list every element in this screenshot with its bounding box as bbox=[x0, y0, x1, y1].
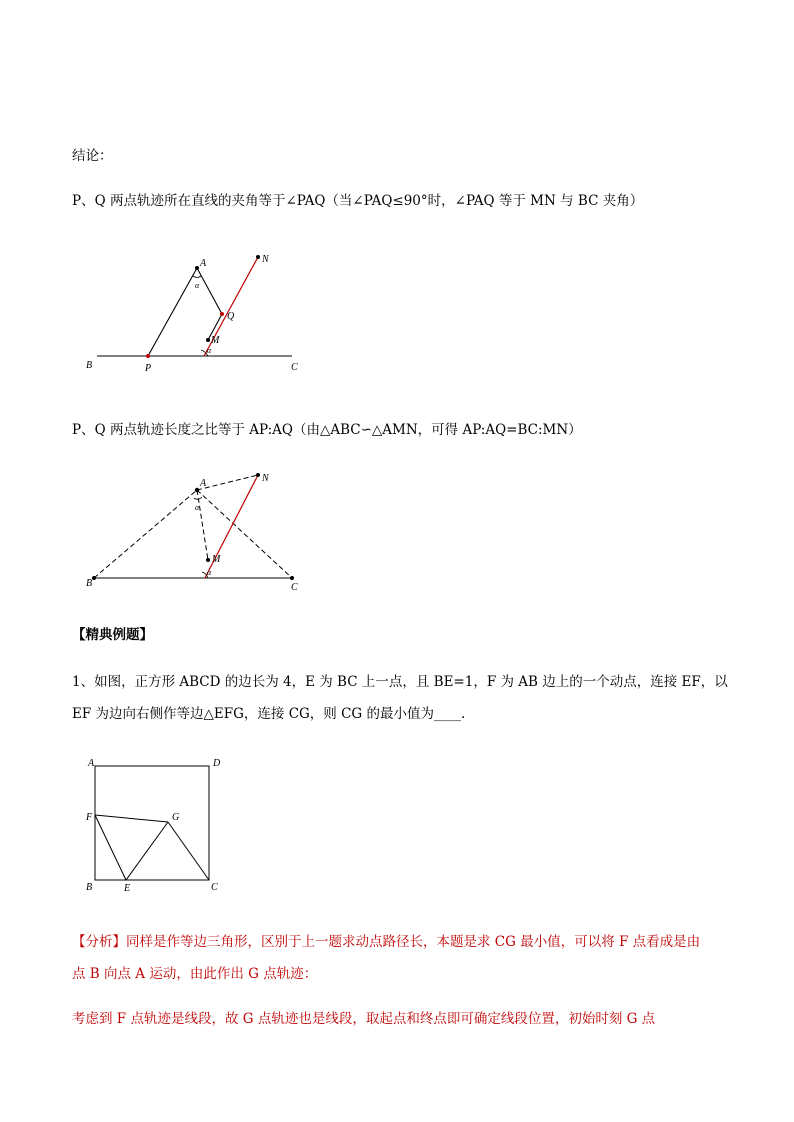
fig1-label-b: B bbox=[86, 360, 93, 371]
fig1-point-q bbox=[220, 312, 224, 316]
problem-line-2: EF 为边向右侧作等边△EFG，连接 CG，则 CG 的最小值为____. bbox=[72, 706, 466, 722]
fig3-label-f: F bbox=[86, 812, 93, 823]
fig2-dashed-an bbox=[197, 475, 258, 490]
fig1-segment-ap bbox=[148, 268, 197, 356]
fig1-label-alpha-bottom: α bbox=[207, 346, 212, 355]
fig1-label-n: N bbox=[262, 254, 269, 265]
conclusion-paragraph-angle: P、Q 两点轨迹所在直线的夹角等于∠PAQ（当∠PAQ≤90°时，∠PAQ 等于 MN 与 BC 夹角） bbox=[72, 193, 644, 209]
fig2-point-c bbox=[290, 576, 294, 580]
analysis-line-3: 考虑到 F 点轨迹是线段，故 G 点轨迹也是线段，取起点和终点即可确定线段位置，初始时刻 G 点 bbox=[72, 1011, 656, 1027]
fig1-point-p bbox=[146, 354, 150, 358]
fig2-label-alpha-top: α bbox=[195, 503, 200, 512]
fig1-point-m bbox=[206, 338, 210, 342]
fig1-point-n bbox=[256, 255, 260, 259]
fig2-point-n bbox=[256, 473, 260, 477]
fig2-label-a: A bbox=[200, 478, 207, 489]
fig2-label-n: N bbox=[262, 473, 269, 484]
analysis-line-1: 【分析】同样是作等边三角形，区别于上一题求动点路径长，本题是求 CG 最小值，可以将 F 点看成是由 bbox=[72, 934, 701, 950]
fig3-segment-fg bbox=[95, 815, 168, 822]
fig1-label-a: A bbox=[200, 258, 207, 269]
fig3-label-g: G bbox=[172, 812, 180, 823]
fig1-label-m: M bbox=[211, 335, 220, 346]
fig3-segment-eg bbox=[126, 822, 168, 880]
problem-line-1: 1、如图，正方形 ABCD 的边长为 4，E 为 BC 上一点，且 BE=1，F 为 AB 边上的一个动点，连接 EF，以 bbox=[72, 674, 728, 690]
fig1-label-c: C bbox=[291, 362, 298, 373]
fig1-angle-arc-a bbox=[193, 276, 201, 278]
fig2-point-m bbox=[206, 558, 210, 562]
fig3-label-e: E bbox=[124, 883, 131, 894]
section-heading: 【精典例题】 bbox=[72, 627, 153, 643]
fig3-label-b: B bbox=[86, 882, 93, 893]
fig2-label-b: B bbox=[86, 578, 93, 589]
fig2-label-alpha-bottom: α bbox=[207, 568, 212, 577]
fig1-point-a bbox=[195, 266, 199, 270]
fig1-label-alpha-top: α bbox=[195, 281, 200, 290]
fig2-point-a bbox=[195, 488, 199, 492]
fig2-dashed-am bbox=[197, 490, 208, 560]
fig3-label-a: A bbox=[88, 758, 95, 769]
fig1-label-p: P bbox=[145, 363, 152, 374]
conclusion-paragraph-ratio: P、Q 两点轨迹长度之比等于 AP:AQ（由△ABC∽△AMN，可得 AP:AQ=BC:MN） bbox=[72, 422, 582, 438]
fig2-point-b bbox=[92, 576, 96, 580]
figure-2-trajectory-ratio bbox=[86, 473, 298, 593]
fig1-label-q: Q bbox=[227, 311, 235, 322]
analysis-line-2: 点 B 向点 A 运动，由此作出 G 点轨迹： bbox=[72, 966, 318, 982]
fig3-label-c: C bbox=[211, 882, 218, 893]
fig3-label-d: D bbox=[213, 758, 221, 769]
fig2-label-m: M bbox=[212, 554, 221, 565]
fig2-label-c: C bbox=[291, 582, 298, 593]
conclusion-label: 结论： bbox=[72, 148, 113, 164]
figure-3-square-problem bbox=[85, 758, 221, 894]
fig3-square-abcd bbox=[95, 766, 209, 880]
fig3-segment-gc bbox=[168, 822, 209, 880]
figure-1-trajectory-angle bbox=[86, 254, 298, 374]
fig2-dashed-ab bbox=[94, 490, 197, 578]
fig1-segment-aq bbox=[197, 268, 222, 314]
fig3-segment-fe bbox=[95, 815, 126, 880]
